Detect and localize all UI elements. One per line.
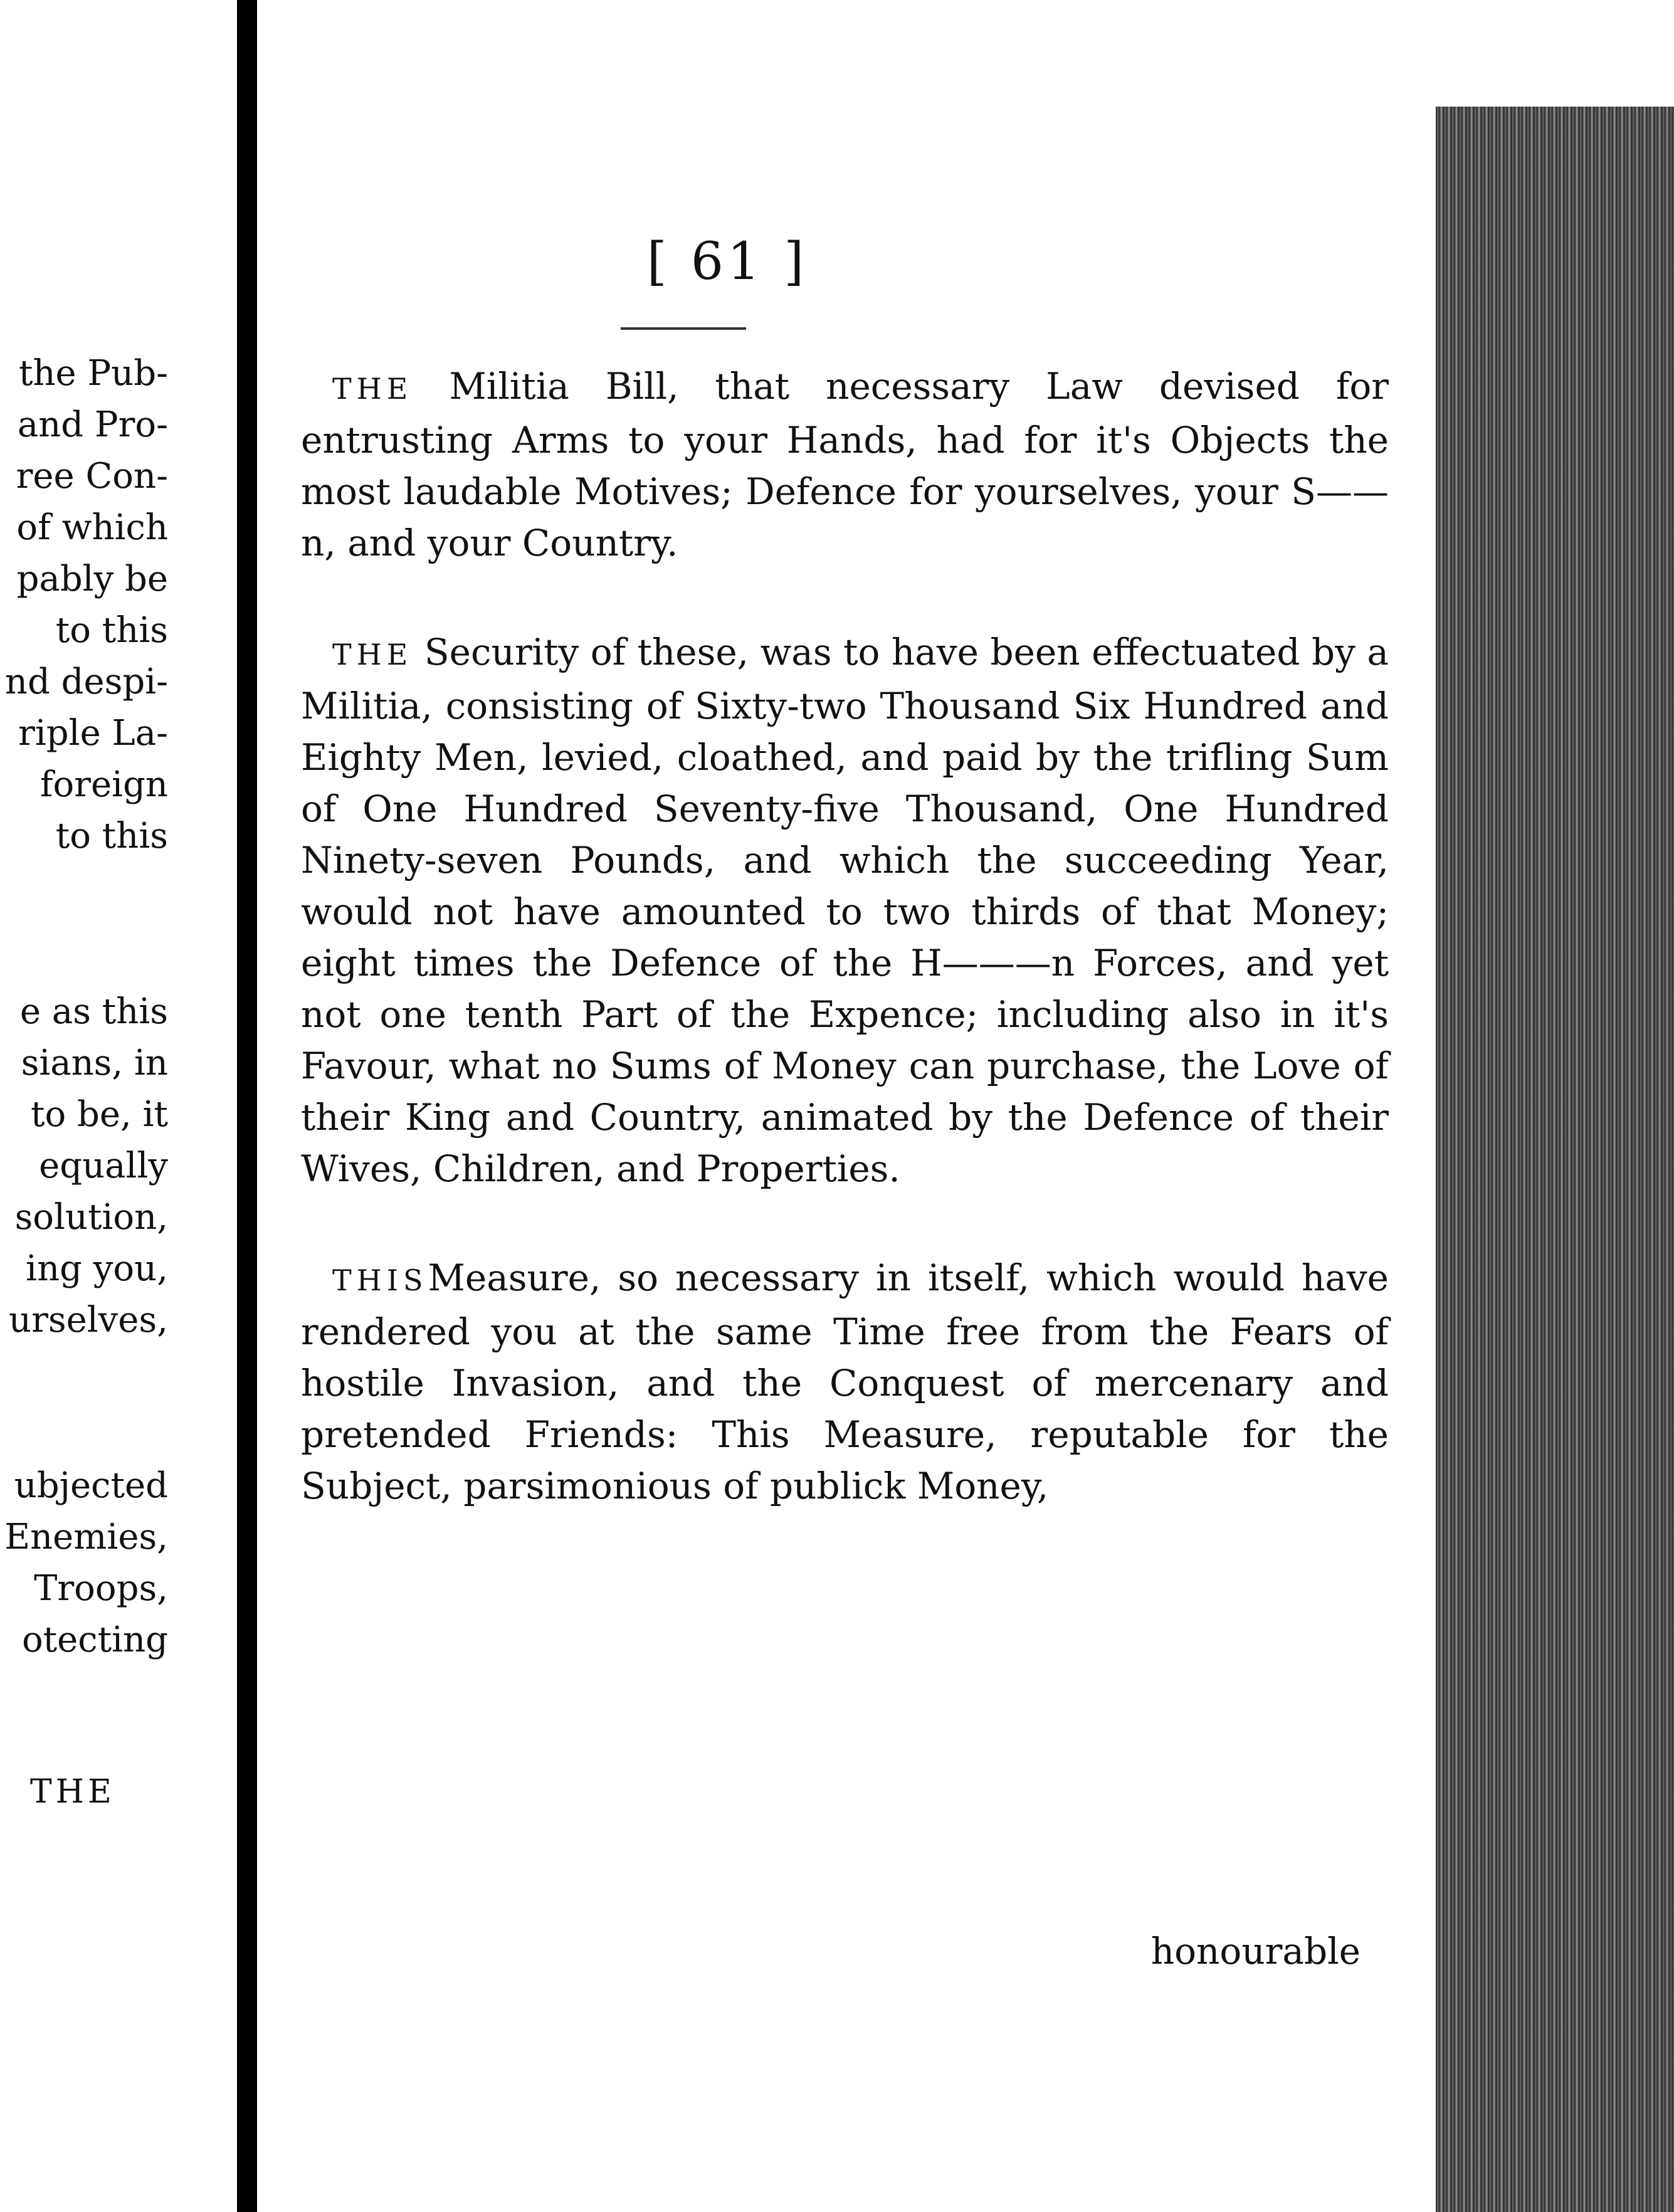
page-number: [ 61 ] [646,232,808,292]
left-page-line: to be, it [30,1094,168,1135]
paragraph [301,1252,1389,1512]
paragraph [301,626,1389,1194]
left-page-text-block-1 [0,348,168,862]
fore-edge-top [1436,0,1674,107]
left-page-line: ree Con- [16,456,168,497]
left-page-line: Enemies, [4,1517,168,1557]
left-page-line: ubjected [14,1465,168,1506]
book-gutter [237,0,257,2212]
left-page-line: urselves, [9,1300,168,1340]
left-page-line: equally [39,1146,168,1186]
left-page-line: sians, in [21,1043,168,1083]
left-page-text-block-3 [0,1460,168,1666]
left-page-line: to this [55,610,168,651]
left-page-line: foreign [39,764,168,805]
left-page-line: solution, [14,1197,168,1238]
left-page-line: the Pub- [18,353,168,394]
left-page-line: nd despi- [4,661,168,702]
paragraph-lead-word: THE [332,638,413,672]
page-catchword: honourable [1150,1930,1361,1972]
left-page-line: pably be [16,559,168,599]
paragraph-text: Militia Bill, that necessary Law devised for entrusting Arms to your Hands, had for it's Objects the most laudable Motives; Defence for yourselves, your S——n, and your Country. [301,365,1389,564]
paragraph-text: Measure, so necessary in itself, which would have rendered you at the same Time free from the Fears of hostile Invasion, and the Conquest of mercenary and pretended Friends: This Measure, reputable for the Subject, parsimonious of publick Money, [301,1256,1389,1507]
book-page [257,0,1436,2212]
left-page-line: Troops, [34,1568,168,1609]
left-page-line: ing you, [26,1248,168,1289]
paragraph-lead-word: THE [332,372,413,406]
previous-page-fragment [0,0,240,2212]
left-page-text-block-2 [0,986,168,1346]
left-page-line: otecting [21,1620,168,1660]
book-fore-edge [1436,107,1674,2212]
left-page-line: to this [55,816,168,856]
paragraph-lead-word: THIS [332,1263,428,1297]
left-page-line: e as this [19,991,168,1032]
left-page-line: and Pro- [17,404,168,445]
left-page-line: of which [16,507,168,548]
left-page-line: riple La- [18,713,168,754]
left-page-catchword: THE [30,1773,115,1811]
paragraph [301,361,1389,569]
header-rule [621,327,746,330]
page-body [301,361,1389,1569]
paragraph-text: Security of these, was to have been effectuated by a Militia, consisting of Sixty-two Thousand Six Hundred and Eighty Men, levied, cloathed, and paid by the trifling Sum of One Hundred Seventy-five Thousand, One Hundred Ninety-seven Pounds, and which the succeeding Year, would not have amounted to two thirds of that Money; eight times the Defence of the H———n Forces, and yet not one tenth Part of the Expence; including also in it's Favour, what no Sums of Money can purchase, the Love of their King and Country, animated by the Defence of their Wives, Children, and Properties. [301,631,1389,1190]
